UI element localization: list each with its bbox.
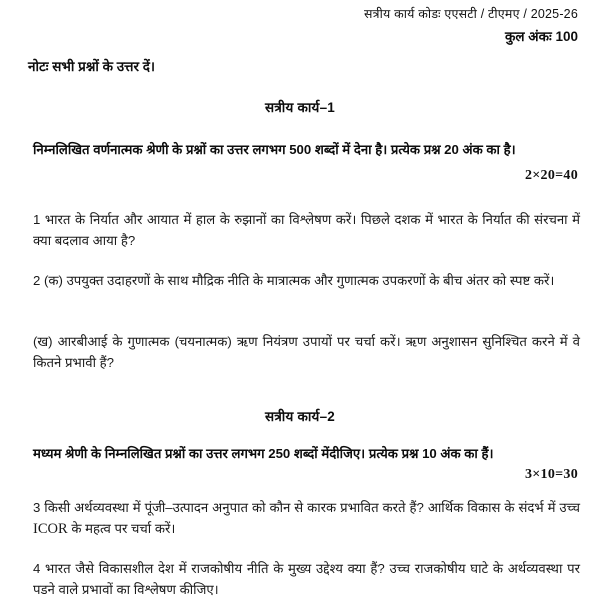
note-line: नोटः सभी प्रश्नों के उत्तर दें। [28, 59, 156, 74]
section-1-instruction: निम्नलिखित वर्णनात्मक श्रेणी के प्रश्नों का उत्तर लगभग 500 शब्दों में देना है। प्रत्येक प्रश्न 20 अंक का है। [33, 142, 516, 157]
section-2-marks: 3×10=30 [524, 467, 578, 482]
section-1-heading: सत्रीय कार्य–1 [265, 100, 335, 115]
question-3-term-icor: ICOR [33, 521, 68, 537]
question-3-suffix: के महत्व पर चर्चा करें। [67, 521, 176, 536]
question-1: 1 भारत के निर्यात और आयात में हाल के रुझानों का विश्लेषण करें। पिछले दशक में भारत के निर्यात की संरचना में क्या बदलाव आया है? [33, 212, 580, 248]
question-2b: (ख) आरबीआई के गुणात्मक (चयनात्मक) ऋण नियंत्रण उपायों पर चर्चा करें। ऋण अनुशासन सुनिश्चित करने में वे कितने प्रभावी हैं? [33, 334, 580, 370]
assignment-code-line: सत्रीय कार्य कोडः एएसटी / टीएमए / 2025-26 [364, 7, 578, 21]
question-3-prefix: 3 किसी अर्थव्यवस्था में पूंजी–उत्पादन अनुपात को कौन से कारक प्रभावित करते हैं? आर्थिक विकास के संदर्भ में उच्च [33, 500, 580, 515]
document-header [33, 6, 578, 46]
question-2a: 2 (क) उपयुक्त उदाहरणों के साथ मौद्रिक नीति के मात्रात्मक और गुणात्मक उपकरणों के बीच अंतर को स्पष्ट करें। [33, 273, 555, 288]
question-3 [33, 497, 580, 540]
question-4: 4 भारत जैसे विकासशील देश में राजकोषीय नीति के मुख्य उद्देश्य क्या हैं? उच्च राजकोषीय घाटे के अर्थव्यवस्था पर पडने वाले प्रभावों का विश्लेषण कीजिए। [33, 561, 580, 597]
total-marks-line: कुल अंकः 100 [505, 29, 578, 44]
section-1-marks: 2×20=40 [524, 168, 578, 183]
section-2-heading: सत्रीय कार्य–2 [265, 409, 335, 424]
section-2-instruction: मध्यम श्रेणी के निम्नलिखित प्रश्नों का उत्तर लगभग 250 शब्दों मेंदीजिए। प्रत्येक प्रश्न 10 अंक का हैं। [33, 446, 494, 461]
